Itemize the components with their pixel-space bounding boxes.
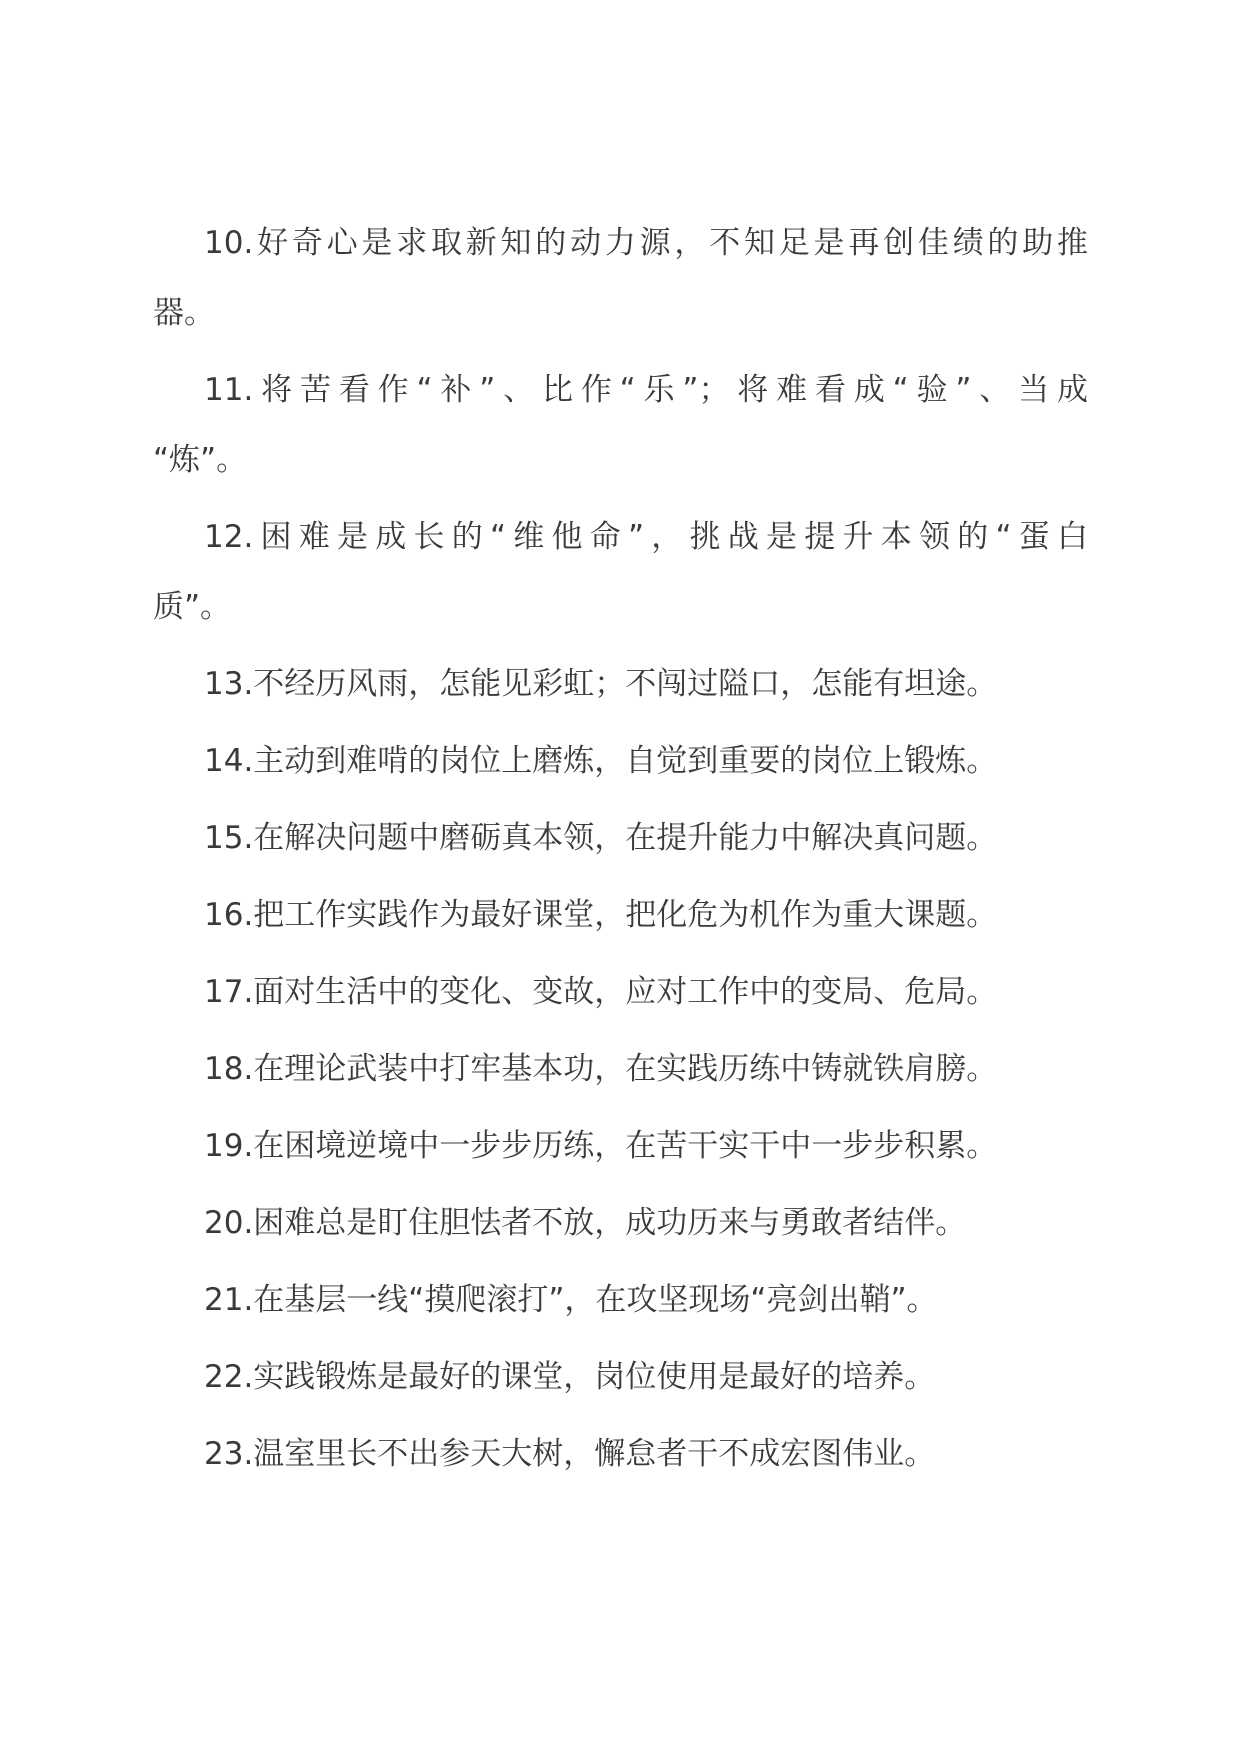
paragraph-line: 18.在理论武装中打牢基本功，在实践历练中铸就铁肩膀。 [204,1051,998,1087]
paragraph-line: 11.将苦看作“补”、比作“乐”；将难看成“验”、当成 [204,372,1088,408]
quote-paragraph [153,1419,1088,1489]
quote-paragraph [153,803,1088,873]
quote-paragraph [153,502,1088,642]
paragraph-line: 17.面对生活中的变化、变故，应对工作中的变局、危局。 [204,974,998,1010]
paragraph-line: 23.温室里长不出参天大树，懈怠者干不成宏图伟业。 [204,1436,936,1472]
paragraph-line: 15.在解决问题中磨砺真本领，在提升能力中解决真问题。 [204,820,998,856]
quote-paragraph [153,649,1088,719]
quote-paragraph [153,1188,1088,1258]
quote-paragraph [153,1111,1088,1181]
paragraph-line: 16.把工作实践作为最好课堂，把化危为机作为重大课题。 [204,897,998,933]
quote-paragraph [153,208,1088,348]
paragraph-line: 13.不经历风雨，怎能见彩虹；不闯过隘口，怎能有坦途。 [204,666,998,702]
paragraph-line: “炼”。 [153,442,248,478]
document-body [153,208,1088,1496]
paragraph-line: 21.在基层一线“摸爬滚打”，在攻坚现场“亮剑出鞘”。 [204,1282,938,1318]
paragraph-line: 22.实践锻炼是最好的课堂，岗位使用是最好的培养。 [204,1359,936,1395]
paragraph-line: 10.好奇心是求取新知的动力源，不知足是再创佳绩的助推 [204,225,1088,261]
paragraph-line: 器。 [153,295,215,331]
paragraph-line: 14.主动到难啃的岗位上磨炼，自觉到重要的岗位上锻炼。 [204,743,998,779]
paragraph-line: 20.困难总是盯住胆怯者不放，成功历来与勇敢者结伴。 [204,1205,967,1241]
paragraph-line: 12.困难是成长的“维他命”，挑战是提升本领的“蛋白 [204,519,1088,555]
quote-paragraph [153,355,1088,495]
quote-paragraph [153,1342,1088,1412]
quote-paragraph [153,1034,1088,1104]
quote-paragraph [153,1265,1088,1335]
quote-paragraph [153,880,1088,950]
paragraph-line: 19.在困境逆境中一步步历练，在苦干实干中一步步积累。 [204,1128,998,1164]
paragraph-line: 质”。 [153,589,232,625]
quote-paragraph [153,957,1088,1027]
quote-paragraph [153,726,1088,796]
